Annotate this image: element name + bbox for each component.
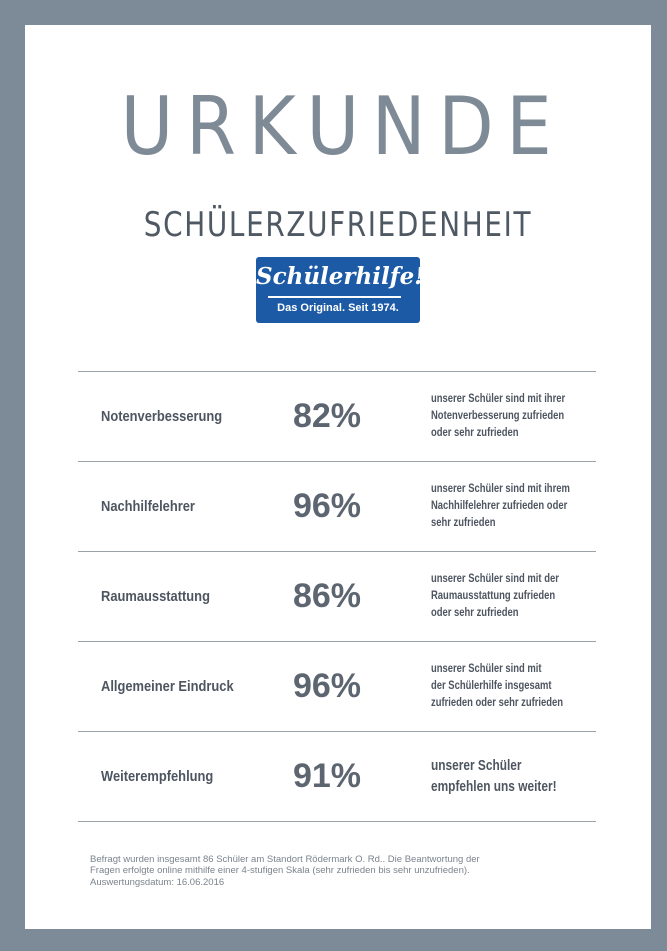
row-description-line: unserer Schüler sind mit ihrem xyxy=(431,483,570,496)
row-description-line: oder sehr zufrieden xyxy=(431,426,519,439)
row-description-line: unserer Schüler sind mit ihrer xyxy=(431,393,566,406)
row-description-line: sehr zufrieden xyxy=(431,516,496,529)
survey-footnote xyxy=(90,854,610,888)
row-description-line: Raumausstattung zufrieden xyxy=(431,590,556,603)
footnote-line: Befragt wurden insgesamt 86 Schüler am Standort Rödermark O. Rd.. Die Beantwortung der xyxy=(90,854,480,865)
row-description-line: zufrieden oder sehr zufrieden xyxy=(431,696,564,709)
results-table xyxy=(78,371,596,822)
logo-underline xyxy=(268,296,401,298)
certificate-sheet xyxy=(25,25,651,929)
row-description xyxy=(431,552,595,641)
row-label: Raumausstattung xyxy=(101,588,210,605)
row-description xyxy=(431,642,595,731)
result-row-allgemeiner-eindruck xyxy=(78,642,596,732)
result-row-raumausstattung xyxy=(78,552,596,642)
schuelerhilfe-logo xyxy=(256,257,435,323)
row-description xyxy=(431,732,595,821)
row-description-line: unserer Schüler sind mit xyxy=(431,663,542,676)
row-label: Nachhilfelehrer xyxy=(101,498,195,515)
row-description-line: unserer Schüler sind mit der xyxy=(431,573,559,586)
row-description-line: der Schülerhilfe insgesamt xyxy=(431,680,552,693)
certificate-subtitle: SCHÜLERZUFRIEDENHEIT xyxy=(143,205,533,245)
row-description xyxy=(431,462,595,551)
logo-tagline: Das Original. Seit 1974. xyxy=(277,302,399,314)
logo-wordmark xyxy=(256,263,435,290)
result-row-weiterempfehlung xyxy=(78,732,596,822)
row-percentage: 96% xyxy=(292,487,362,525)
footnote-line: Auswertungsdatum: 16.06.2016 xyxy=(90,876,225,888)
result-row-nachhilfelehrer xyxy=(78,462,596,552)
row-description-line: unserer Schüler xyxy=(431,758,522,775)
row-percentage: 96% xyxy=(292,667,362,705)
row-description-line: Nachhilfelehrer zufrieden oder xyxy=(431,500,568,513)
row-description xyxy=(431,372,595,461)
row-description-line: oder sehr zufrieden xyxy=(431,606,519,619)
row-percentage: 91% xyxy=(292,757,362,795)
row-label: Notenverbesserung xyxy=(101,408,223,425)
footnote-line: Fragen erfolgte online mithilfe einer 4-stufigen Skala (sehr zufrieden bis sehr unzufrieden). xyxy=(90,865,470,877)
row-label: Allgemeiner Eindruck xyxy=(101,678,234,695)
row-percentage: 82% xyxy=(292,397,362,435)
row-percentage: 86% xyxy=(292,577,362,615)
row-description-line: empfehlen uns weiter! xyxy=(431,778,557,795)
certificate-title: URKUNDE xyxy=(120,80,565,173)
registered-mark: ® xyxy=(424,267,435,279)
logo-exclamation: ! xyxy=(414,263,425,290)
logo-brand: Schülerhilfe xyxy=(256,263,415,290)
row-description-line: Notenverbesserung zufrieden xyxy=(431,410,565,423)
result-row-notenverbesserung xyxy=(78,372,596,462)
row-label: Weiterempfehlung xyxy=(101,768,214,785)
